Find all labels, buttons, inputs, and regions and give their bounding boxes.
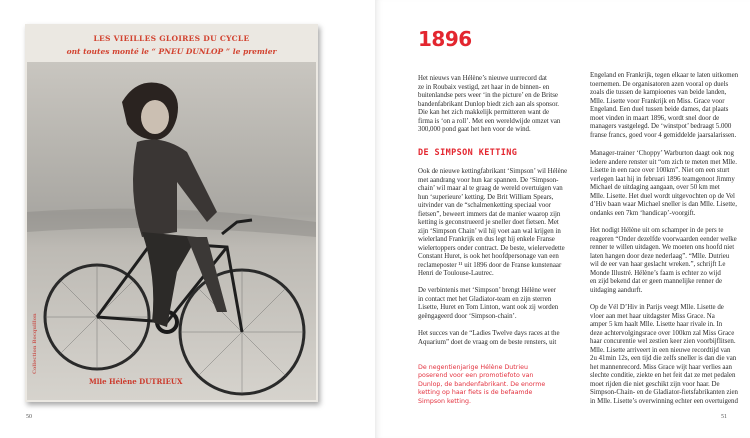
page-number: 51 bbox=[721, 414, 727, 420]
dunlop-poster bbox=[25, 24, 318, 402]
poster-name: Mlle Hélène DUTRIEUX bbox=[89, 377, 183, 386]
section-heading: DE SIMPSON KETTING bbox=[418, 148, 518, 158]
poster-headline: LES VIEILLES GLOIRES DU CYCLE bbox=[93, 34, 250, 43]
chapter-title: 1896 bbox=[418, 27, 472, 51]
cyclist-photo bbox=[27, 62, 316, 400]
body-paragraph: Ook de nieuwe kettingfabrikant ‘Simpson’ wil Hélène met aandrang voor hun kar spannen. De ‘Simpson- chain’ wil maar al te graag de wereld overtuigen van hun ‘superieure’ ketting. De Brit William Spears, uitvinder van de “schalmenketting speciaal voor fietsen”, beweert immers dat de manier waarop zijn ketting is geconstrueerd je sneller doet fietsen. Met zijn ‘Simpson Chain’ wil hij voet aan wal krijgen in wielerland Frankrijk en dus legt hij enkele Franse wielertoppers onder contract. De beste, wielervedette Constant Huret, is ook het hoofdpersonage van een reclameposter ¹¹ uit 1896 door de Franse kunstenaar Henri de Toulouse-Lautrec. bbox=[418, 168, 568, 277]
right-page bbox=[375, 0, 750, 438]
poster-credit: Collection Bocquillon bbox=[32, 313, 38, 374]
body-paragraph: De verbintenis met ‘Simpson’ brengt Hélène weer in contact met het Gladiator-team en zijn sterren Lisette, Huret en Tom Linton, want ook zij worden geëngageerd door ‘Simpson-chain’. bbox=[418, 287, 559, 320]
photo-caption: De negentienjarige Hélène Dutrieu poserend voor een promotiefoto van Dunlop, de bandenfabrikant. De enorme ketting op haar fiets is de befaamde Simpson ketting. bbox=[418, 364, 546, 405]
body-paragraph: Engeland en Frankrijk, tegen elkaar te laten uitkomen toernemen. De organisatoren azen vooral op duels zoals die tussen de kampioenes van beide landen, Mlle. Lisette voor Frankrijk en Miss. Grace voor Engeland. Een duel tussen beide dames, dat plaats moet vinden in maart 1896, wordt snel door de managers vastgelegd. De ‘winstpot’ bedraagt 5.000 franse francs, goed voor 4 gemiddelde jaarsalarissen. bbox=[590, 72, 739, 139]
page-number: 50 bbox=[26, 414, 32, 420]
body-paragraph: Manager-trainer ‘Choppy’ Warburton daagt ook nog iedere andere renster uit “om zich te meten met Mlle. Lisette in een race over 100km”. Niet om een sturt verlegen laat hij in februari 1896 teamgenoot Jimmy Michael de uitdaging aangaan, over 50 km met Mlle. Lisette. Het duel wordt uitgevochten op de Vel d’Hiv baan waar Michael sneller is dan Mlle. Lisette, ondanks een 7km ‘handicap’-voorgift. bbox=[590, 150, 737, 217]
body-paragraph: Het succes van de “Ladies Twelve days races at the Aquarium” doet de vraag om de beste rensters, uit bbox=[418, 330, 560, 346]
body-paragraph: Op de Vél D’Hiv in Parijs veegt Mlle. Lisette de vloer aan met haar uitdagster Miss Grace. Na amper 5 km haalt Mlle. Lisette haar rivale in. In deze achtervolgingsrace over 100km zal Miss Grace haar concurentie wel zestien keer zien voorbijflitsen. Mlle. Lisette arriveert in een nieuwe recordtijd van 2u 41min 12s, een tijd die zelfs sneller is dan die van het mannenrecord. Miss Grace wijt haar verlies aan slechte conditie, ziekte en het feit dat ze met pedalen moet rijden die niet geschikt zijn voor haar. De Simpson-Chain- en de Gladiator-fietsfabrikanten zien in Mlle. Lisette’s overwinning echter een overtuigend bbox=[590, 304, 738, 405]
poster-subheadline: ont toutes monté le “ PNEU DUNLOP ” le premier bbox=[66, 47, 277, 56]
body-paragraph: Het nieuws van Hélène’s nieuwe uurrecord dat ze in Roubaix vestigd, zet haar in de binnen- en buitenlandse pers weer ‘in the picture’ en de Britse bandenfabrikant Dunlop biedt zich aan als sponsor. Die kan het zich makkelijk permitteren want de firma is ‘on a roll’. Met een wereldwijde omzet van 300,000 pond gaat het hen voor de wind. bbox=[418, 75, 561, 133]
body-paragraph: Het nodigt Hélène uit om schamper in de pers te reageren “Onder dezelfde voorwaarden eender welke renner te willen uitdagen. We moeten ons hoofd niet laten hangen door deze nederlaag”. “Mlle. Dutrieu wil de eer van haar geslacht wreken.”, schrijft Le Monde Illustré. Hélène’s faam is echter zo wijd en zijd bekend dat er geen mannelijke renner de uitdaging aandurft. bbox=[590, 227, 737, 294]
